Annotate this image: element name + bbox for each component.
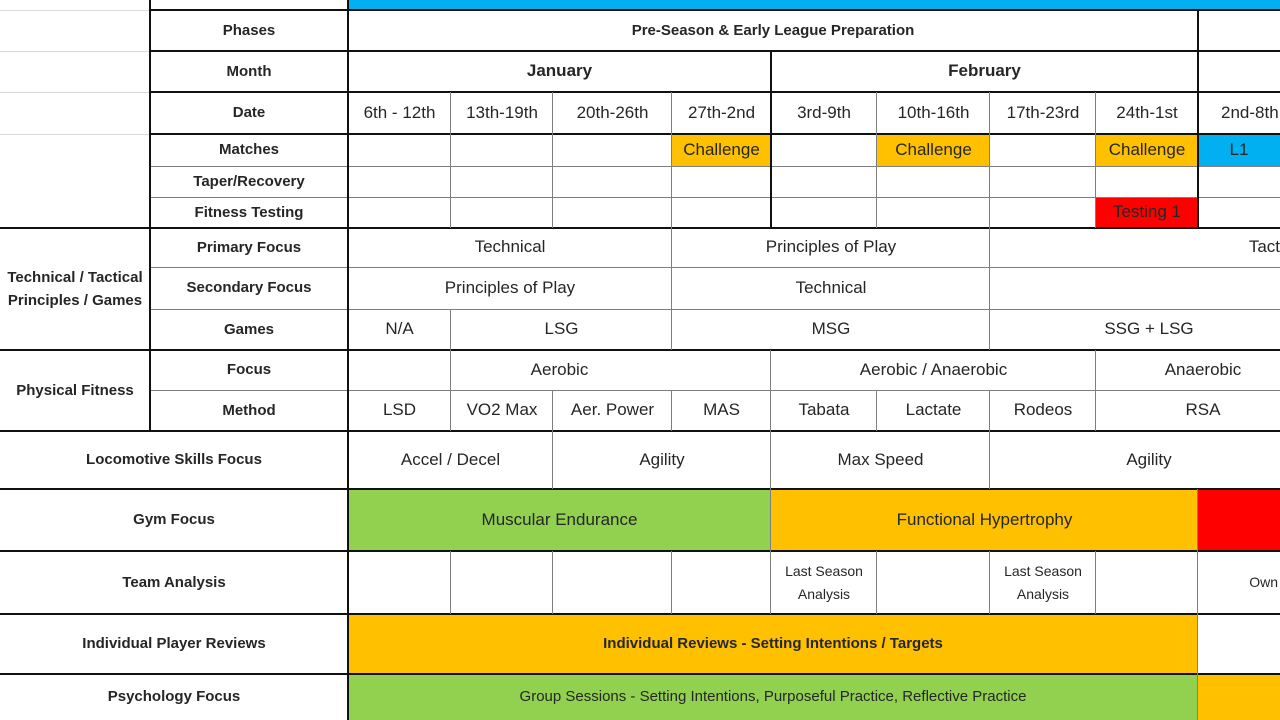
method-cell[interactable]: Lactate (905, 400, 962, 420)
border (450, 309, 451, 431)
date-cell[interactable]: 17th-23rd (1006, 102, 1080, 122)
label-physical-focus: Focus (226, 361, 272, 378)
border (876, 551, 877, 614)
method-cell[interactable]: MAS (703, 400, 740, 420)
border (989, 390, 990, 489)
border (552, 390, 553, 489)
primary-focus-cell[interactable]: Principles of Play (765, 237, 897, 257)
label-team-analysis: Team Analysis (122, 573, 226, 591)
border (0, 673, 1280, 675)
border (671, 390, 672, 431)
border (989, 92, 990, 350)
locomotive-cell[interactable]: Max Speed (837, 449, 924, 469)
secondary-focus-cell[interactable]: Technical (795, 277, 867, 297)
date-cell[interactable]: 13th-19th (466, 102, 538, 122)
border (0, 488, 1280, 490)
border (876, 390, 877, 431)
physical-focus-cell[interactable]: Anaerobic (1164, 359, 1242, 379)
label-games: Games (223, 320, 275, 338)
border (150, 91, 1280, 93)
border (671, 92, 672, 350)
games-cell[interactable]: SSG + LSG (1104, 319, 1194, 339)
border (0, 227, 1280, 229)
border (150, 166, 1280, 167)
border (989, 551, 990, 614)
border (150, 50, 1280, 52)
border (150, 309, 1280, 310)
date-cell[interactable]: 3rd-9th (797, 102, 851, 122)
border (150, 133, 1280, 135)
border (450, 92, 451, 228)
border (1197, 489, 1198, 720)
player-reviews-next[interactable] (1198, 614, 1280, 674)
label-month: Month (226, 62, 272, 80)
gym-muscular-endurance[interactable]: Muscular Endurance (348, 489, 771, 551)
border (150, 9, 1280, 11)
games-cell[interactable]: N/A (385, 319, 414, 339)
date-cell[interactable]: 24th-1st (1116, 102, 1178, 122)
border (150, 390, 1280, 391)
border (150, 197, 1280, 198)
physical-focus-cell[interactable]: Aerobic (530, 359, 589, 379)
month-january[interactable]: January (526, 61, 593, 81)
border (671, 551, 672, 614)
label-gym: Gym Focus (133, 511, 215, 528)
games-cell[interactable]: MSG (811, 319, 851, 339)
group-technical: Technical / Tactical Principles / Games (7, 268, 143, 309)
label-secondary-focus: Secondary Focus (186, 279, 312, 296)
gridline (0, 92, 150, 93)
method-cell[interactable]: Tabata (798, 400, 850, 420)
match-challenge-2[interactable]: Challenge (877, 134, 990, 166)
border (149, 0, 151, 431)
date-cell[interactable]: 10th-16th (897, 102, 970, 122)
method-cell[interactable]: VO2 Max (466, 400, 538, 420)
label-primary-focus: Primary Focus (196, 238, 302, 256)
border (876, 92, 877, 228)
border (347, 0, 349, 720)
date-cell[interactable]: 6th - 12th (363, 102, 436, 122)
gym-functional-hypertrophy[interactable]: Functional Hypertrophy (771, 489, 1198, 551)
locomotive-cell[interactable]: Agility (639, 449, 685, 469)
border (552, 551, 553, 614)
fitness-testing-1[interactable]: Testing 1 (1096, 197, 1198, 228)
match-challenge-1[interactable]: Challenge (672, 134, 771, 166)
gridline (0, 10, 150, 11)
physical-focus-cell[interactable]: Aerobic / Anaerobic (859, 359, 1008, 379)
border (0, 613, 1280, 615)
player-reviews-cell[interactable]: Individual Reviews - Setting Intentions / Targets (348, 614, 1198, 674)
gridline (0, 134, 150, 135)
border (1095, 551, 1096, 614)
label-psychology: Psychology Focus (107, 688, 241, 705)
date-cell[interactable]: 20th-26th (576, 102, 649, 122)
primary-focus-cell[interactable]: Tact (1248, 237, 1280, 257)
phase-next[interactable] (1198, 10, 1280, 51)
label-fitness-testing: Fitness Testing (194, 203, 304, 221)
border (0, 349, 1280, 351)
group-physical: Physical Fitness (16, 381, 134, 399)
team-analysis-cell[interactable]: Last Season Analysis (1004, 563, 1082, 602)
label-player-reviews: Individual Player Reviews (82, 635, 266, 652)
secondary-focus-cell[interactable]: Principles of Play (444, 277, 576, 297)
border (450, 551, 451, 614)
gym-next-phase[interactable] (1198, 489, 1280, 551)
method-cell[interactable]: RSA (1185, 400, 1221, 420)
games-cell[interactable]: LSG (544, 319, 579, 339)
border (1095, 350, 1096, 431)
border (150, 267, 1280, 268)
label-taper: Taper/Recovery (193, 172, 305, 190)
primary-focus-cell[interactable]: Technical (474, 237, 546, 257)
secondary-focus-cell[interactable] (990, 267, 1280, 309)
label-locomotive: Locomotive Skills Focus (86, 451, 262, 468)
psychology-next[interactable] (1198, 674, 1280, 720)
label-matches: Matches (218, 141, 280, 158)
locomotive-cell[interactable]: Agility (1126, 449, 1172, 469)
match-l1[interactable]: L1 (1198, 134, 1280, 166)
method-cell[interactable]: Rodeos (1013, 400, 1073, 420)
date-cell[interactable]: 2nd-8th (1221, 102, 1279, 122)
border (770, 51, 772, 228)
method-cell[interactable]: LSD (382, 400, 417, 420)
month-february[interactable]: February (948, 61, 1021, 81)
gridline (0, 51, 150, 52)
psychology-cell[interactable]: Group Sessions - Setting Intentions, Purposeful Practice, Reflective Practice (348, 674, 1198, 720)
border (770, 350, 771, 614)
date-cell[interactable]: 27th-2nd (687, 102, 756, 122)
border (1095, 92, 1096, 228)
label-phases: Phases (222, 21, 276, 39)
team-analysis-cell[interactable]: Last Season Analysis (785, 563, 863, 602)
locomotive-cell[interactable]: Accel / Decel (400, 449, 501, 469)
method-cell[interactable]: Aer. Power (570, 400, 655, 420)
month-next[interactable] (1198, 51, 1280, 92)
border (0, 550, 1280, 552)
border (0, 430, 1280, 432)
team-analysis-cell[interactable]: Own (1249, 574, 1278, 591)
border (552, 92, 553, 228)
match-challenge-3[interactable]: Challenge (1096, 134, 1198, 166)
border (1197, 10, 1199, 228)
phase-preseason[interactable]: Pre-Season & Early League Preparation (631, 21, 915, 39)
label-date: Date (232, 104, 266, 121)
label-method: Method (222, 401, 276, 419)
